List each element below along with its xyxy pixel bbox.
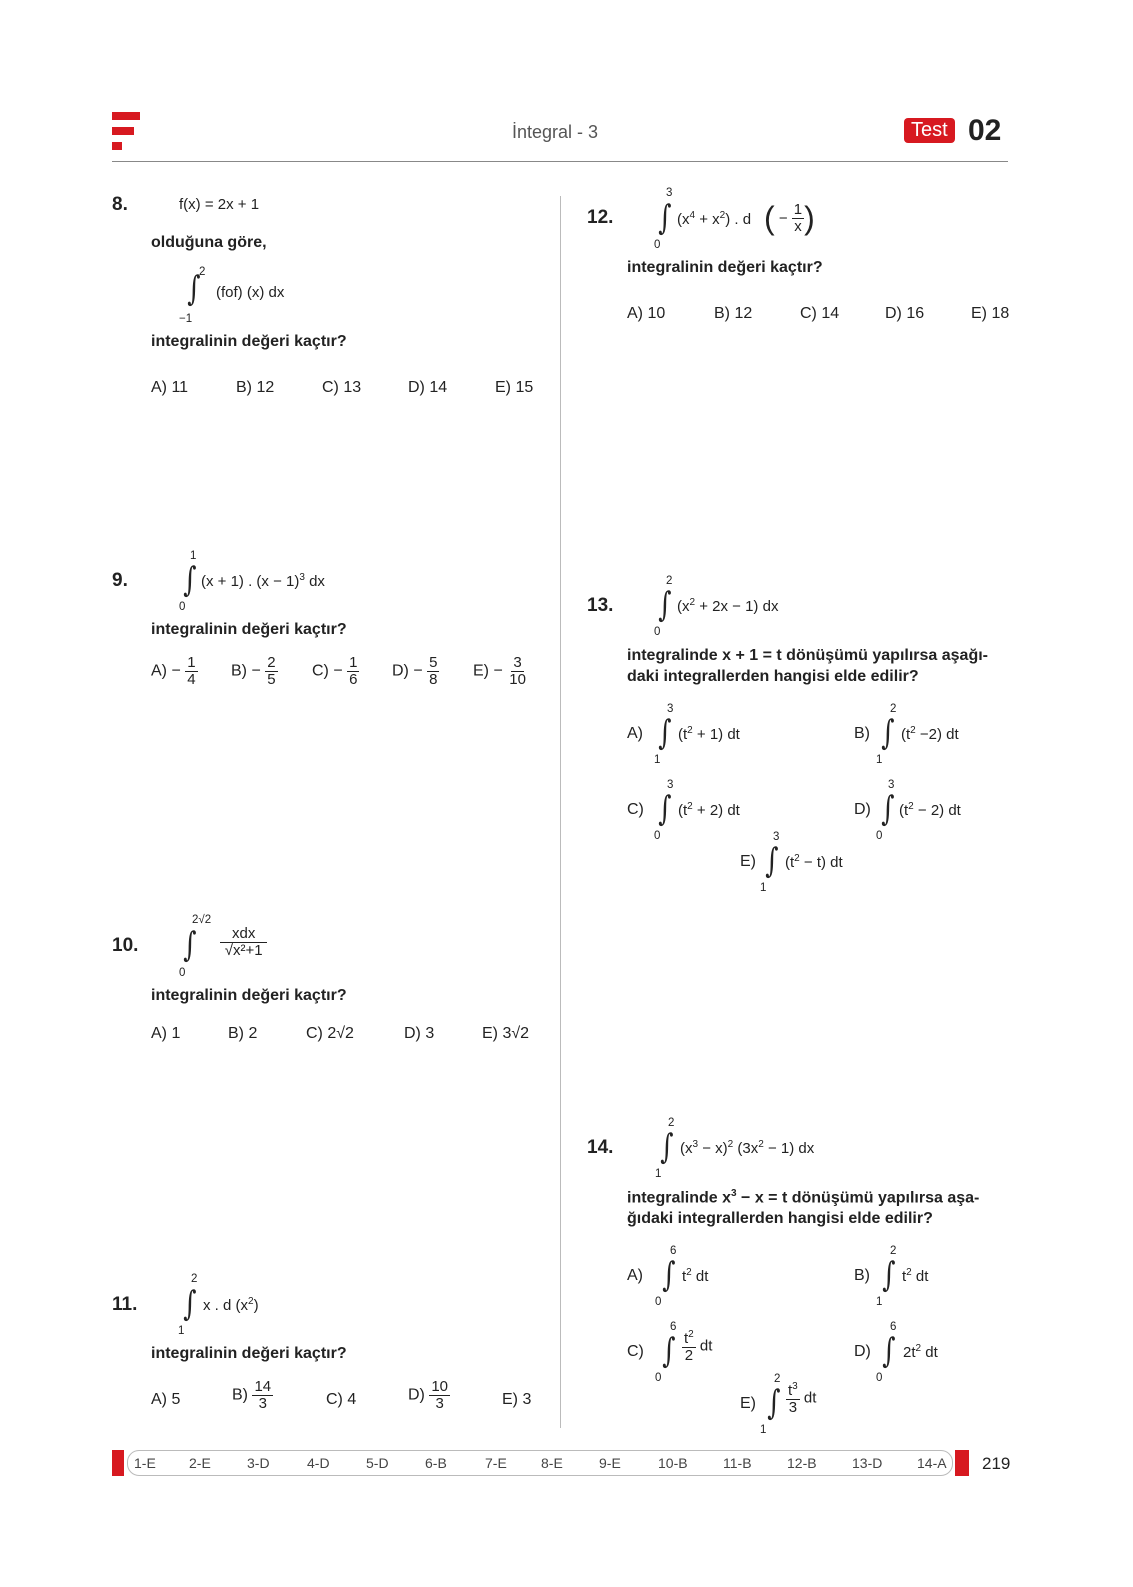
answer-8: 8-E: [541, 1455, 563, 1471]
option-b: B) 2: [228, 1025, 258, 1042]
option-a: A) 11: [151, 379, 189, 396]
integral-sign: ∫: [658, 585, 672, 625]
question-text: integralinin değeri kaçtır?: [151, 621, 347, 638]
integral-sign: ∫: [881, 789, 895, 829]
answer-3: 3-D: [247, 1455, 270, 1471]
option-e: E) 3√2: [482, 1025, 530, 1042]
integral-sign: ∫: [658, 198, 672, 238]
question-number: 13.: [587, 595, 614, 616]
upper-limit: 3: [666, 187, 673, 199]
integral-sign: ∫: [882, 1255, 896, 1295]
question-text-line1: integralinde x + 1 = t dönüşümü yapılırsa aşağı-: [627, 647, 988, 664]
question-number: 12.: [587, 207, 614, 228]
option-c: C) 14: [800, 305, 840, 322]
integral-sign: ∫: [767, 1383, 781, 1423]
integral-sign: ∫: [183, 925, 197, 965]
answer-14: 14-A: [917, 1455, 947, 1471]
option-e: E) 15: [495, 379, 534, 396]
lower-limit: 0: [179, 601, 186, 613]
option-d: D) 16: [885, 305, 925, 322]
option-b: B) − $\frac{2}{5}$: [231, 654, 276, 688]
question-text-line2: ğıdaki integrallerden hangisi elde edilir?: [627, 1210, 933, 1227]
answer-1: 1-E: [134, 1455, 156, 1471]
condition-text: olduğuna göre,: [151, 234, 267, 251]
option-e: E) − $\frac{3}{10}$: [473, 654, 526, 688]
answer-key-left-bar: [112, 1450, 124, 1476]
integrand: (x + 1) . $(x - 1)^3$ dx: [201, 572, 325, 590]
integrand: $(x^2 + 2x - 1)$ dx: [677, 597, 779, 615]
option-c: C) − $\frac{1}{6}$: [312, 654, 358, 688]
upper-limit: 2: [191, 1273, 198, 1285]
answer-7: 7-E: [485, 1455, 507, 1471]
option-b: B) 12: [714, 305, 753, 322]
option-a: A) 10: [627, 305, 666, 322]
question-text: integralinin değeri kaçtır?: [627, 259, 823, 276]
question-text-line1: integralinde $x^3 - x = t$ dönüşümü yapılırsa aşa-: [627, 1188, 980, 1207]
lower-limit: 1: [655, 1168, 662, 1180]
integrand: x . d $(x^2)$: [203, 1296, 259, 1314]
question-text: integralinin değeri kaçtır?: [151, 1345, 347, 1362]
option-a: A) − $\frac{1}{4}$: [151, 654, 196, 688]
lower-limit: 0: [654, 239, 661, 251]
integral-sign: ∫: [882, 1331, 896, 1371]
lower-limit: −1: [179, 313, 193, 325]
option-a: A) 5: [151, 1391, 181, 1408]
integral-sign: ∫: [183, 560, 197, 600]
answer-9: 9-E: [599, 1455, 621, 1471]
option-d: D) 14: [408, 379, 448, 396]
option-b: B) $\frac{14}{3}$: [232, 1378, 272, 1412]
answer-5: 5-D: [366, 1455, 389, 1471]
answer-key-right-bar: [955, 1450, 969, 1476]
integrand: (fof) (x) dx: [216, 284, 285, 301]
question-number: 11.: [112, 1294, 138, 1315]
answer-4: 4-D: [307, 1455, 330, 1471]
integral-sign: ∫: [660, 1127, 674, 1167]
answer-12: 12-B: [787, 1455, 817, 1471]
integral-sign: ∫: [662, 1331, 676, 1371]
answer-6: 6-B: [425, 1455, 447, 1471]
option-c: C) 2√2: [306, 1025, 354, 1042]
column-divider: [560, 196, 561, 1428]
lower-limit: 1: [178, 1325, 185, 1337]
integral-sign: ∫: [662, 1255, 676, 1295]
option-d: D) − $\frac{5}{8}$: [392, 654, 438, 688]
lower-limit: 0: [179, 967, 186, 979]
question-text: integralinin değeri kaçtır?: [151, 333, 347, 350]
test-number: 02: [968, 114, 1002, 147]
integrand: $(x^3 - x)^2$ $(3x^2 - 1)$ dx: [680, 1139, 815, 1157]
test-badge: Test: [904, 118, 955, 143]
option-b: B) 12: [236, 379, 275, 396]
question-number: 14.: [587, 1137, 614, 1158]
integral-sign: ∫: [658, 789, 672, 829]
integral-sign: ∫: [881, 713, 895, 753]
integral-sign: ∫: [183, 1284, 197, 1324]
question-number: 8.: [112, 194, 128, 215]
answer-10: 10-B: [658, 1455, 688, 1471]
option-c: C) 4: [326, 1391, 357, 1408]
upper-limit: 2: [666, 575, 673, 587]
upper-limit: 2: [668, 1117, 675, 1129]
differential-argument: ( − $\frac{1}{x}$ ): [764, 200, 815, 236]
option-d: D) 3: [404, 1025, 435, 1042]
question-number: 9.: [112, 570, 128, 591]
option-c: C) 13: [322, 379, 362, 396]
answer-2: 2-E: [189, 1455, 211, 1471]
integral-sign: ∫: [658, 713, 672, 753]
integral-sign: ∫: [765, 841, 779, 881]
answer-11: 11-B: [723, 1455, 752, 1471]
integral-sign: ∫: [187, 269, 201, 309]
option-a: A) 1: [151, 1025, 181, 1042]
upper-limit: 1: [190, 550, 197, 562]
option-e: E) 3: [502, 1391, 532, 1408]
option-e: E) 18: [971, 305, 1010, 322]
page-number: 219: [982, 1454, 1011, 1473]
integrand: $(x^4 + x^2)$ . d: [677, 210, 752, 228]
option-d: D) $\frac{10}{3}$: [408, 1378, 449, 1412]
header-rule: [112, 161, 1008, 162]
question-text-line2: daki integrallerden hangisi elde edilir?: [627, 668, 919, 685]
question-number: 10.: [112, 935, 139, 956]
lower-limit: 0: [654, 626, 661, 638]
chapter-title: İntegral - 3: [512, 122, 599, 142]
upper-limit: 2√2: [192, 914, 212, 926]
upper-limit: 2: [199, 266, 206, 278]
question-text: integralinin değeri kaçtır?: [151, 987, 347, 1004]
answer-13: 13-D: [852, 1455, 883, 1471]
function-definition: f(x) = 2x + 1: [179, 196, 260, 213]
integrand-fraction: $\frac{\text{xdx}}{\text{√x²+1}}$: [220, 926, 267, 959]
